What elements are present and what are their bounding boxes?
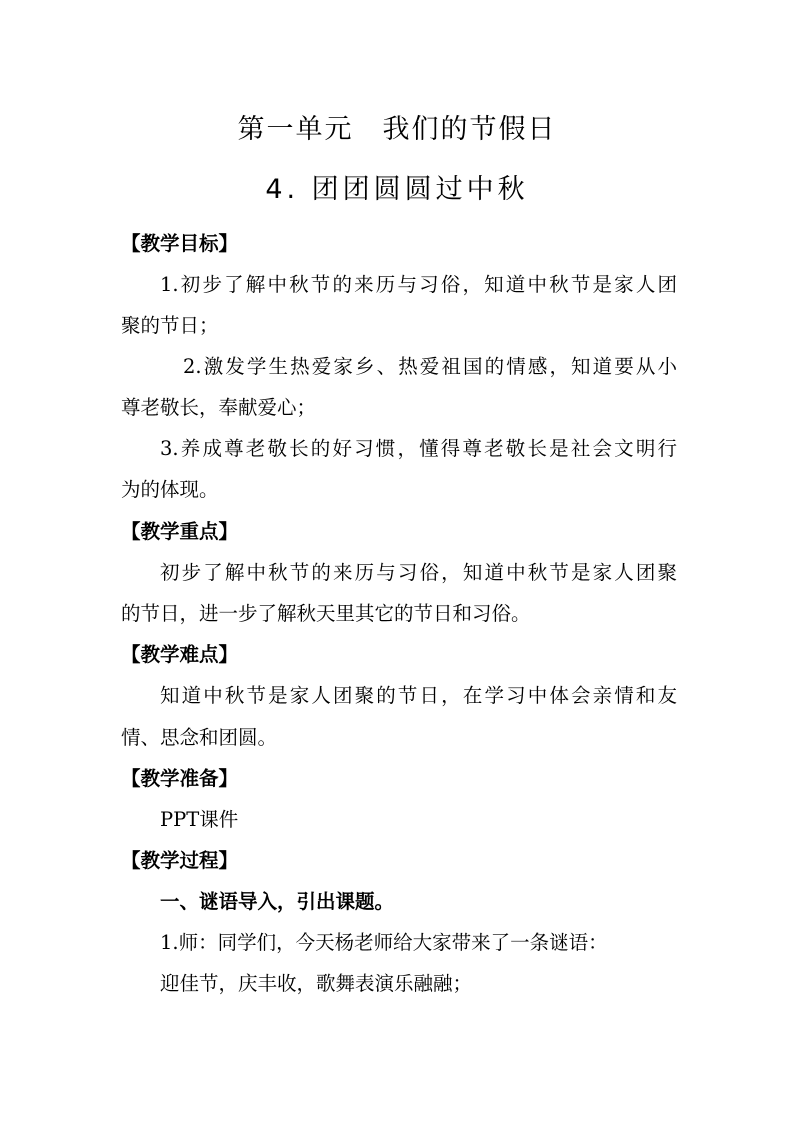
unit-title: 第一单元 我们的节假日 [237,114,557,145]
key-points-line-2: 的节日，进一步了解秋天里其它的节日和习俗。 [121,602,531,625]
key-points-heading: 【教学重点】 [121,520,239,543]
objective-2-line-1: 2.激发学生热爱家乡、热爱祖国的情感，知道要从小 [183,355,677,378]
preparation-heading: 【教学准备】 [121,767,239,790]
lesson-title: 4. 团团圆圆过中秋 [265,174,529,205]
objective-3-line-2: 为的体现。 [121,478,219,501]
difficulties-heading: 【教学难点】 [121,643,239,666]
process-line-1: 1.师：同学们，今天杨老师给大家带来了一条谜语： [160,931,608,954]
difficulties-line-1: 知道中秋节是家人团聚的节日，在学习中体会亲情和友 [160,684,677,707]
key-points-line-1: 初步了解中秋节的来历与习俗，知道中秋节是家人团聚 [160,561,677,584]
objectives-heading: 【教学目标】 [121,232,239,255]
process-line-2: 迎佳节，庆丰收，歌舞表演乐融融； [160,972,473,995]
objective-2-line-2: 尊老敬长，奉献爱心； [121,396,317,419]
objective-1-line-1: 1.初步了解中秋节的来历与习俗，知道中秋节是家人团 [160,273,677,296]
objective-3-line-1: 3.养成尊老敬长的好习惯，懂得尊老敬长是社会文明行 [160,437,677,460]
objective-1-line-2: 聚的节日； [121,314,219,337]
preparation-line-1: PPT课件 [160,808,239,831]
process-heading: 【教学过程】 [121,849,239,872]
process-step-1-title: 一、谜语导入，引出课题。 [160,890,395,913]
difficulties-line-2: 情、思念和团圆。 [121,726,278,749]
